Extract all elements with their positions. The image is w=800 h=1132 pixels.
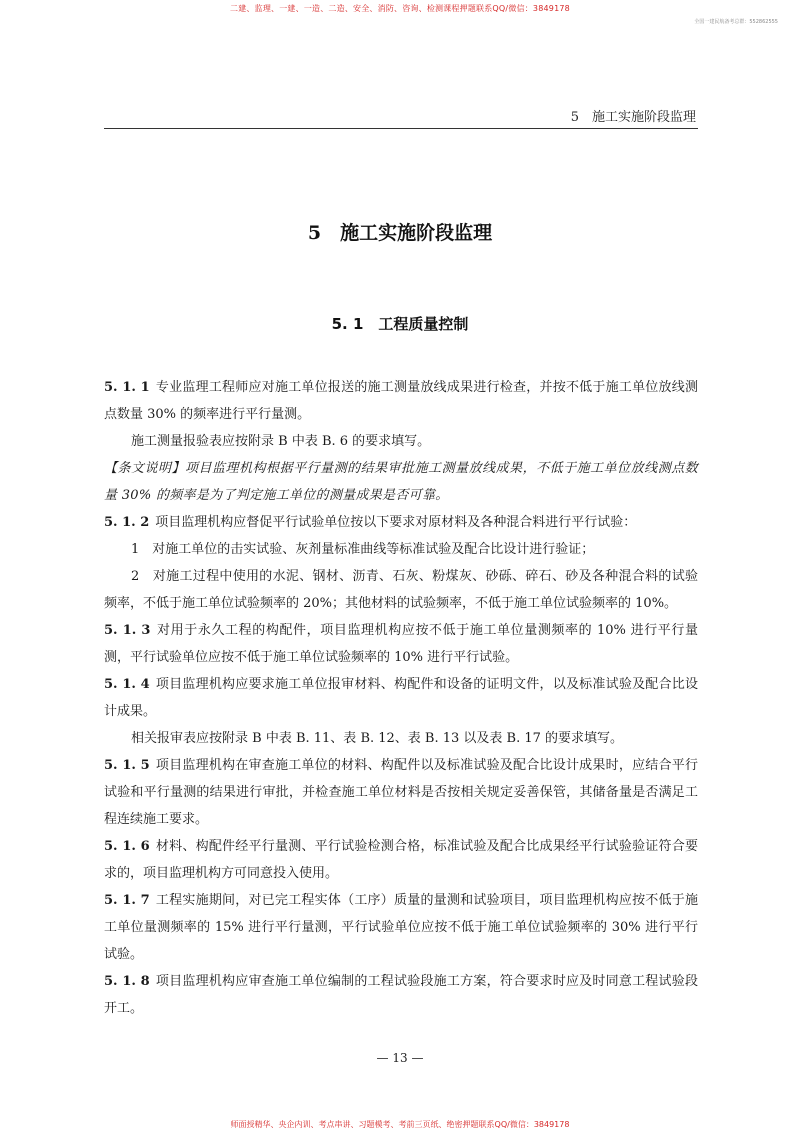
clause-number: 5. 1. 7 <box>104 893 150 908</box>
section-title: 5. 1 工程质量控制 <box>331 315 469 333</box>
clause-text: 材料、构配件经平行量测、平行试验检测合格，标准试验及配合比成果经平行试验验证符合要求的，项目监理机构方可同意投入使用。 <box>104 839 698 881</box>
clause-number: 5. 1. 6 <box>104 839 150 854</box>
body-text <box>104 374 698 1022</box>
page-number: — 13 — <box>376 1051 424 1065</box>
clause-5-1-4 <box>104 671 698 725</box>
clause-number: 5. 1. 2 <box>104 515 150 530</box>
clause-5-1-8 <box>104 968 698 1022</box>
clause-5-1-6 <box>104 833 698 887</box>
clause-number: 5. 1. 3 <box>104 623 151 638</box>
clause-text: 项目监理机构应审查施工单位编制的工程试验段施工方案，符合要求时应及时同意工程试验段开工。 <box>104 974 698 1016</box>
clause-number: 5. 1. 4 <box>104 677 150 692</box>
clause-text: 专业监理工程师应对施工单位报送的施工测量放线成果进行检查，并按不低于施工单位放线测点数量 30% 的频率进行平行量测。 <box>104 380 698 422</box>
clause-note: 施工测量报验表应按附录 B 中表 B. 6 的要求填写。 <box>131 434 431 449</box>
clause-5-1-3 <box>104 617 698 671</box>
list-item-2: 2 对施工过程中使用的水泥、钢材、沥青、石灰、粉煤灰、砂砾、碎石、砂及各种混合料的试验频率，不低于施工单位试验频率的 20%；其他材料的试验频率，不低于施工单位试验频率的 10%。 <box>104 569 698 611</box>
clause-text: 工程实施期间，对已完工程实体（工序）质量的量测和试验项目，项目监理机构应按不低于施工单位量测频率的 15% 进行平行量测，平行试验单位应按不低于施工单位试验频率的 30% 进行平行试验。 <box>104 893 698 962</box>
clause-note: 相关报审表应按附录 B 中表 B. 11、表 B. 12、表 B. 13 以及表 B. 17 的要求填写。 <box>131 731 624 746</box>
clause-text: 项目监理机构在审查施工单位的材料、构配件以及标准试验及配合比设计成果时，应结合平行试验和平行量测的结果进行审批，并检查施工单位材料是否按相关规定妥善保管，其储备量是否满足工程连续施工要求。 <box>104 758 698 827</box>
top-banner: 二建、监理、一建、一造、二造、安全、消防、咨询、检测课程押题联系QQ/微信：3849178 <box>230 4 570 13</box>
clause-5-1-2 <box>104 509 698 536</box>
clause-5-1-1 <box>104 374 698 428</box>
clause-text: 项目监理机构应要求施工单位报审材料、构配件和设备的证明文件，以及标准试验及配合比设计成果。 <box>104 677 698 719</box>
clause-text: 项目监理机构应督促平行试验单位按以下要求对原材料及各种混合料进行平行试验： <box>155 515 637 530</box>
clause-number: 5. 1. 1 <box>104 380 150 395</box>
clause-text: 对用于永久工程的构配件，项目监理机构应按不低于施工单位量测频率的 10% 进行平行量测，平行试验单位应按不低于施工单位试验频率的 10% 进行平行试验。 <box>104 623 698 665</box>
clause-5-1-5 <box>104 752 698 833</box>
chapter-title: 5 施工实施阶段监理 <box>307 222 493 244</box>
bottom-banner: 师面授精华、央企内训、考点串讲、习题模考、考前三页纸、绝密押题联系QQ/微信：3849178 <box>230 1120 570 1129</box>
clause-5-1-7 <box>104 887 698 968</box>
running-head: 5 施工实施阶段监理 <box>570 110 696 125</box>
clause-number: 5. 1. 8 <box>104 974 150 989</box>
clause-number: 5. 1. 5 <box>104 758 150 773</box>
top-right-note: 全国一建民航备考总群：552862555 <box>694 19 778 25</box>
header-rule <box>104 128 698 129</box>
list-item-1: 1 对施工单位的击实试验、灰剂量标准曲线等标准试验及配合比设计进行验证； <box>131 542 595 557</box>
clause-explanation: 【条文说明】项目监理机构根据平行量测的结果审批施工测量放线成果，不低于施工单位放线测点数量 30% 的频率是为了判定施工单位的测量成果是否可靠。 <box>104 461 698 503</box>
